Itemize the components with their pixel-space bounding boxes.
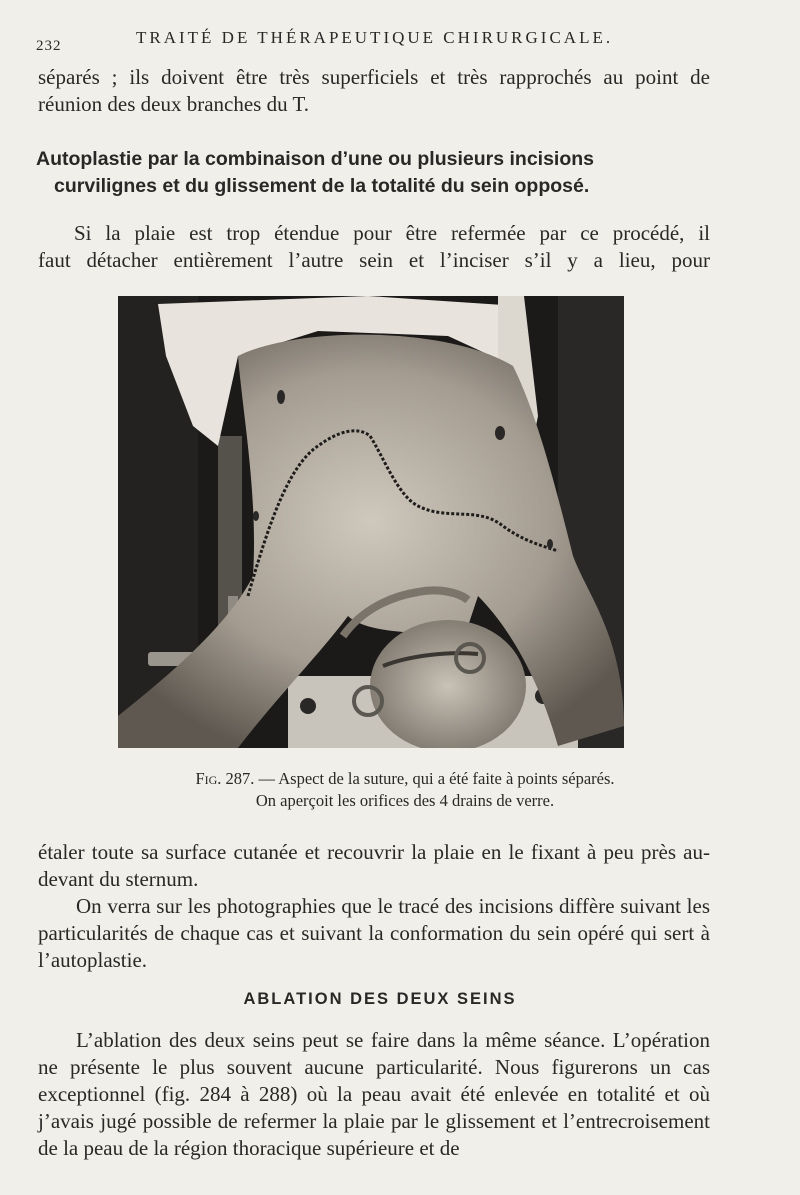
text-line: réunion des deux branches du T. xyxy=(38,92,309,116)
running-title: TRAITÉ DE THÉRAPEUTIQUE CHIRURGICALE. xyxy=(136,28,614,47)
caption-text: — Aspect de la suture, qui a été faite à points séparés. xyxy=(254,769,615,788)
caption-line: On aperçoit les orifices des 4 drains de verre. xyxy=(255,791,555,810)
section-title: ABLATION DES DEUX SEINS xyxy=(243,990,517,1008)
text-line: faut détacher entièrement l’autre sein et l’inciser s’il y a lieu, pour xyxy=(38,248,710,272)
heading-line: curvilignes et du glissement de la totalité du sein opposé. xyxy=(54,175,590,197)
heading-line: Autoplastie par la combinaison d’une ou plusieurs incisions xyxy=(36,148,595,170)
text-line: séparés ; ils doivent être très superficiels et très rapprochés au point de xyxy=(38,65,710,89)
text-line: Si la plaie est trop étendue pour être refermée par ce procédé, il xyxy=(74,221,710,245)
subsection-heading xyxy=(36,146,710,200)
figure-caption xyxy=(100,768,710,812)
caption-line xyxy=(100,768,710,790)
paragraph-after-figure: étaler toute sa surface cutanée et recouvrir la plaie en le fixant à peu près au-devant du sternum. xyxy=(38,840,710,891)
page-header xyxy=(36,28,740,52)
intro-paragraph xyxy=(38,64,710,118)
surgical-photo-illustration xyxy=(118,296,624,748)
figure-photograph xyxy=(118,296,624,748)
paragraph-before-figure xyxy=(38,220,710,274)
paragraph-photographs: On verra sur les photographies que le tracé des incisions diffère suivant les particularités de chaque cas et suivant la conformation du sein opéré qui sert à l’autoplastie. xyxy=(38,894,710,972)
paragraph-ablation: L’ablation des deux seins peut se faire dans la même séance. L’opération ne présente le plus souvent aucune particularité. Nous figurerons un cas exceptionnel (fig. 284 à 288) où la peau avait été enlevée en totalité et où j’avais jugé possible de refermer la plaie par le glissement et l’entrecroisement de la peau de la région thoracique supérieure et de xyxy=(38,1028,710,1160)
figure-label: Fig. 287. xyxy=(195,769,255,788)
page-number: 232 xyxy=(36,38,62,54)
